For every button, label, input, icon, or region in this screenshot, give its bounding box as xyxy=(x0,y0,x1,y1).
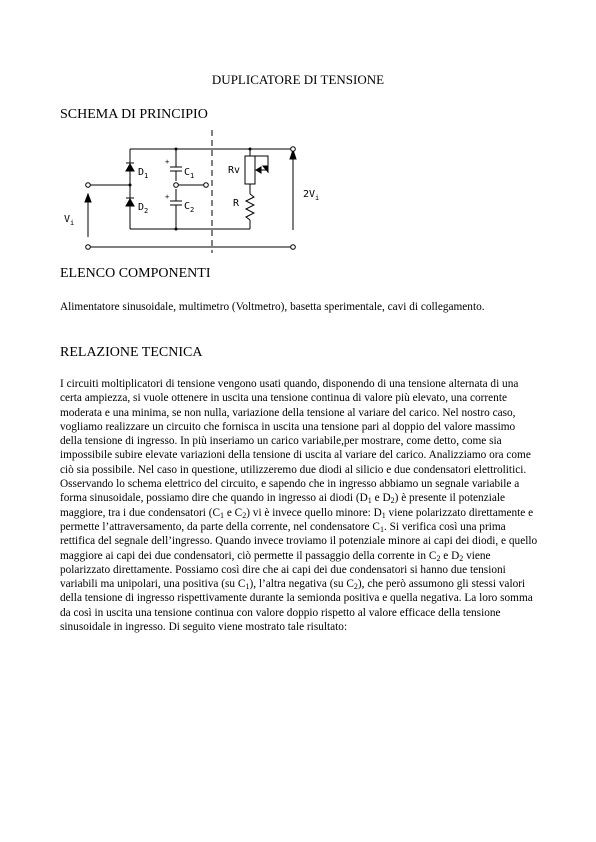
label-rv: Rv xyxy=(228,165,241,176)
label-c2: $C_2$ xyxy=(184,201,195,214)
label-vin: $V_i$ xyxy=(64,214,75,227)
circuit-diagram xyxy=(0,130,596,255)
label-r: R xyxy=(233,198,240,209)
section-heading-components: ELENCO COMPONENTI xyxy=(60,266,211,281)
output-terminal-top xyxy=(291,147,296,152)
document-title: DUPLICATORE DI TENSIONE xyxy=(211,72,385,87)
input-terminal-top xyxy=(86,183,91,188)
input-terminal-bottom xyxy=(86,245,91,250)
diode-d1 xyxy=(126,164,134,171)
label-vout: $2V_i$ xyxy=(303,189,320,202)
label-c1-plus: + xyxy=(165,158,170,166)
label-d2: $D_2$ xyxy=(138,202,149,215)
label-d1: $D_1$ xyxy=(138,167,149,180)
section-heading-schema: SCHEMA DI PRINCIPIO xyxy=(60,107,208,122)
input-arrow xyxy=(85,194,91,202)
diode-d2 xyxy=(126,199,134,206)
report-paragraph: I circuiti moltiplicatori di tensione vengono usati quando, disponendo di una tensione alternata di una certa ampiezza, si vuole ottenere in uscita una tensione continua di valore più elevato, una corrente moderata e una minima, se non nulla, variazione della tensione al variare del carico. Nel nostro caso, vogliamo realizzare un circuito che fornisca in uscita una tensione pari al doppio del valore massimo della tensione di ingresso. In più inseriamo un carico variabile,per mostrare, come detto, come sia impossibile subire elevate variazioni della tensione di uscita al variare del carico. Analizziamo ora come ciò sia possibile. Nel caso in questione, utilizzeremo due diodi al silicio e due condensatori elettrolitici. Osservando lo schema elettrico del circuito, e sapendo che in ingresso abbiamo un segnale variabile a forma sinusoidale, possiamo dire che quando in ingresso ai diodi ($D_1$ e $D_2$) è presente il potenziale maggiore, tra i due condensatori ($C_1$ e $C_2$) vi è invece quello minore: $D_1$ viene polarizzato direttamente e permette l’attraversamento, da parte della corrente, nel condensatore $C_1$. Si verifica così una prima rettifica del segnale dell’ingresso. Quando invece troviamo il potenziale minore ai capi dei diodi, e quello maggiore ai capi dei due condensatori, ciò permette il passaggio della corrente in $C_2$ e $D_2$ viene polarizzato direttamente. Possiamo così dire che ai capi dei due condensatori si hanno due tensioni variabili ma unipolari, una positiva (su $C_1$), l’altra negativa (su $C_2$), che però assumono gli stessi valori della tensione di ingresso rispettivamente durante la semionda positiva e quella negativa. La loro somma da così in uscita una tensione continua con valore doppio rispetto al valore efficace della tensione sinusoidale in ingresso. Di seguito viene mostrato tale risultato: xyxy=(60,378,538,634)
components-list: Alimentatore sinusoidale, multimetro (Voltmetro), basetta sperimentale, cavi di collegamento. xyxy=(60,301,485,313)
section-heading-report: RELAZIONE TECNICA xyxy=(60,345,203,360)
potentiometer-rv xyxy=(245,156,255,184)
label-c1: $C_1$ xyxy=(184,167,195,180)
output-terminal-bottom xyxy=(291,245,296,250)
resistor-r xyxy=(246,194,254,220)
label-c2-plus: + xyxy=(165,193,170,201)
